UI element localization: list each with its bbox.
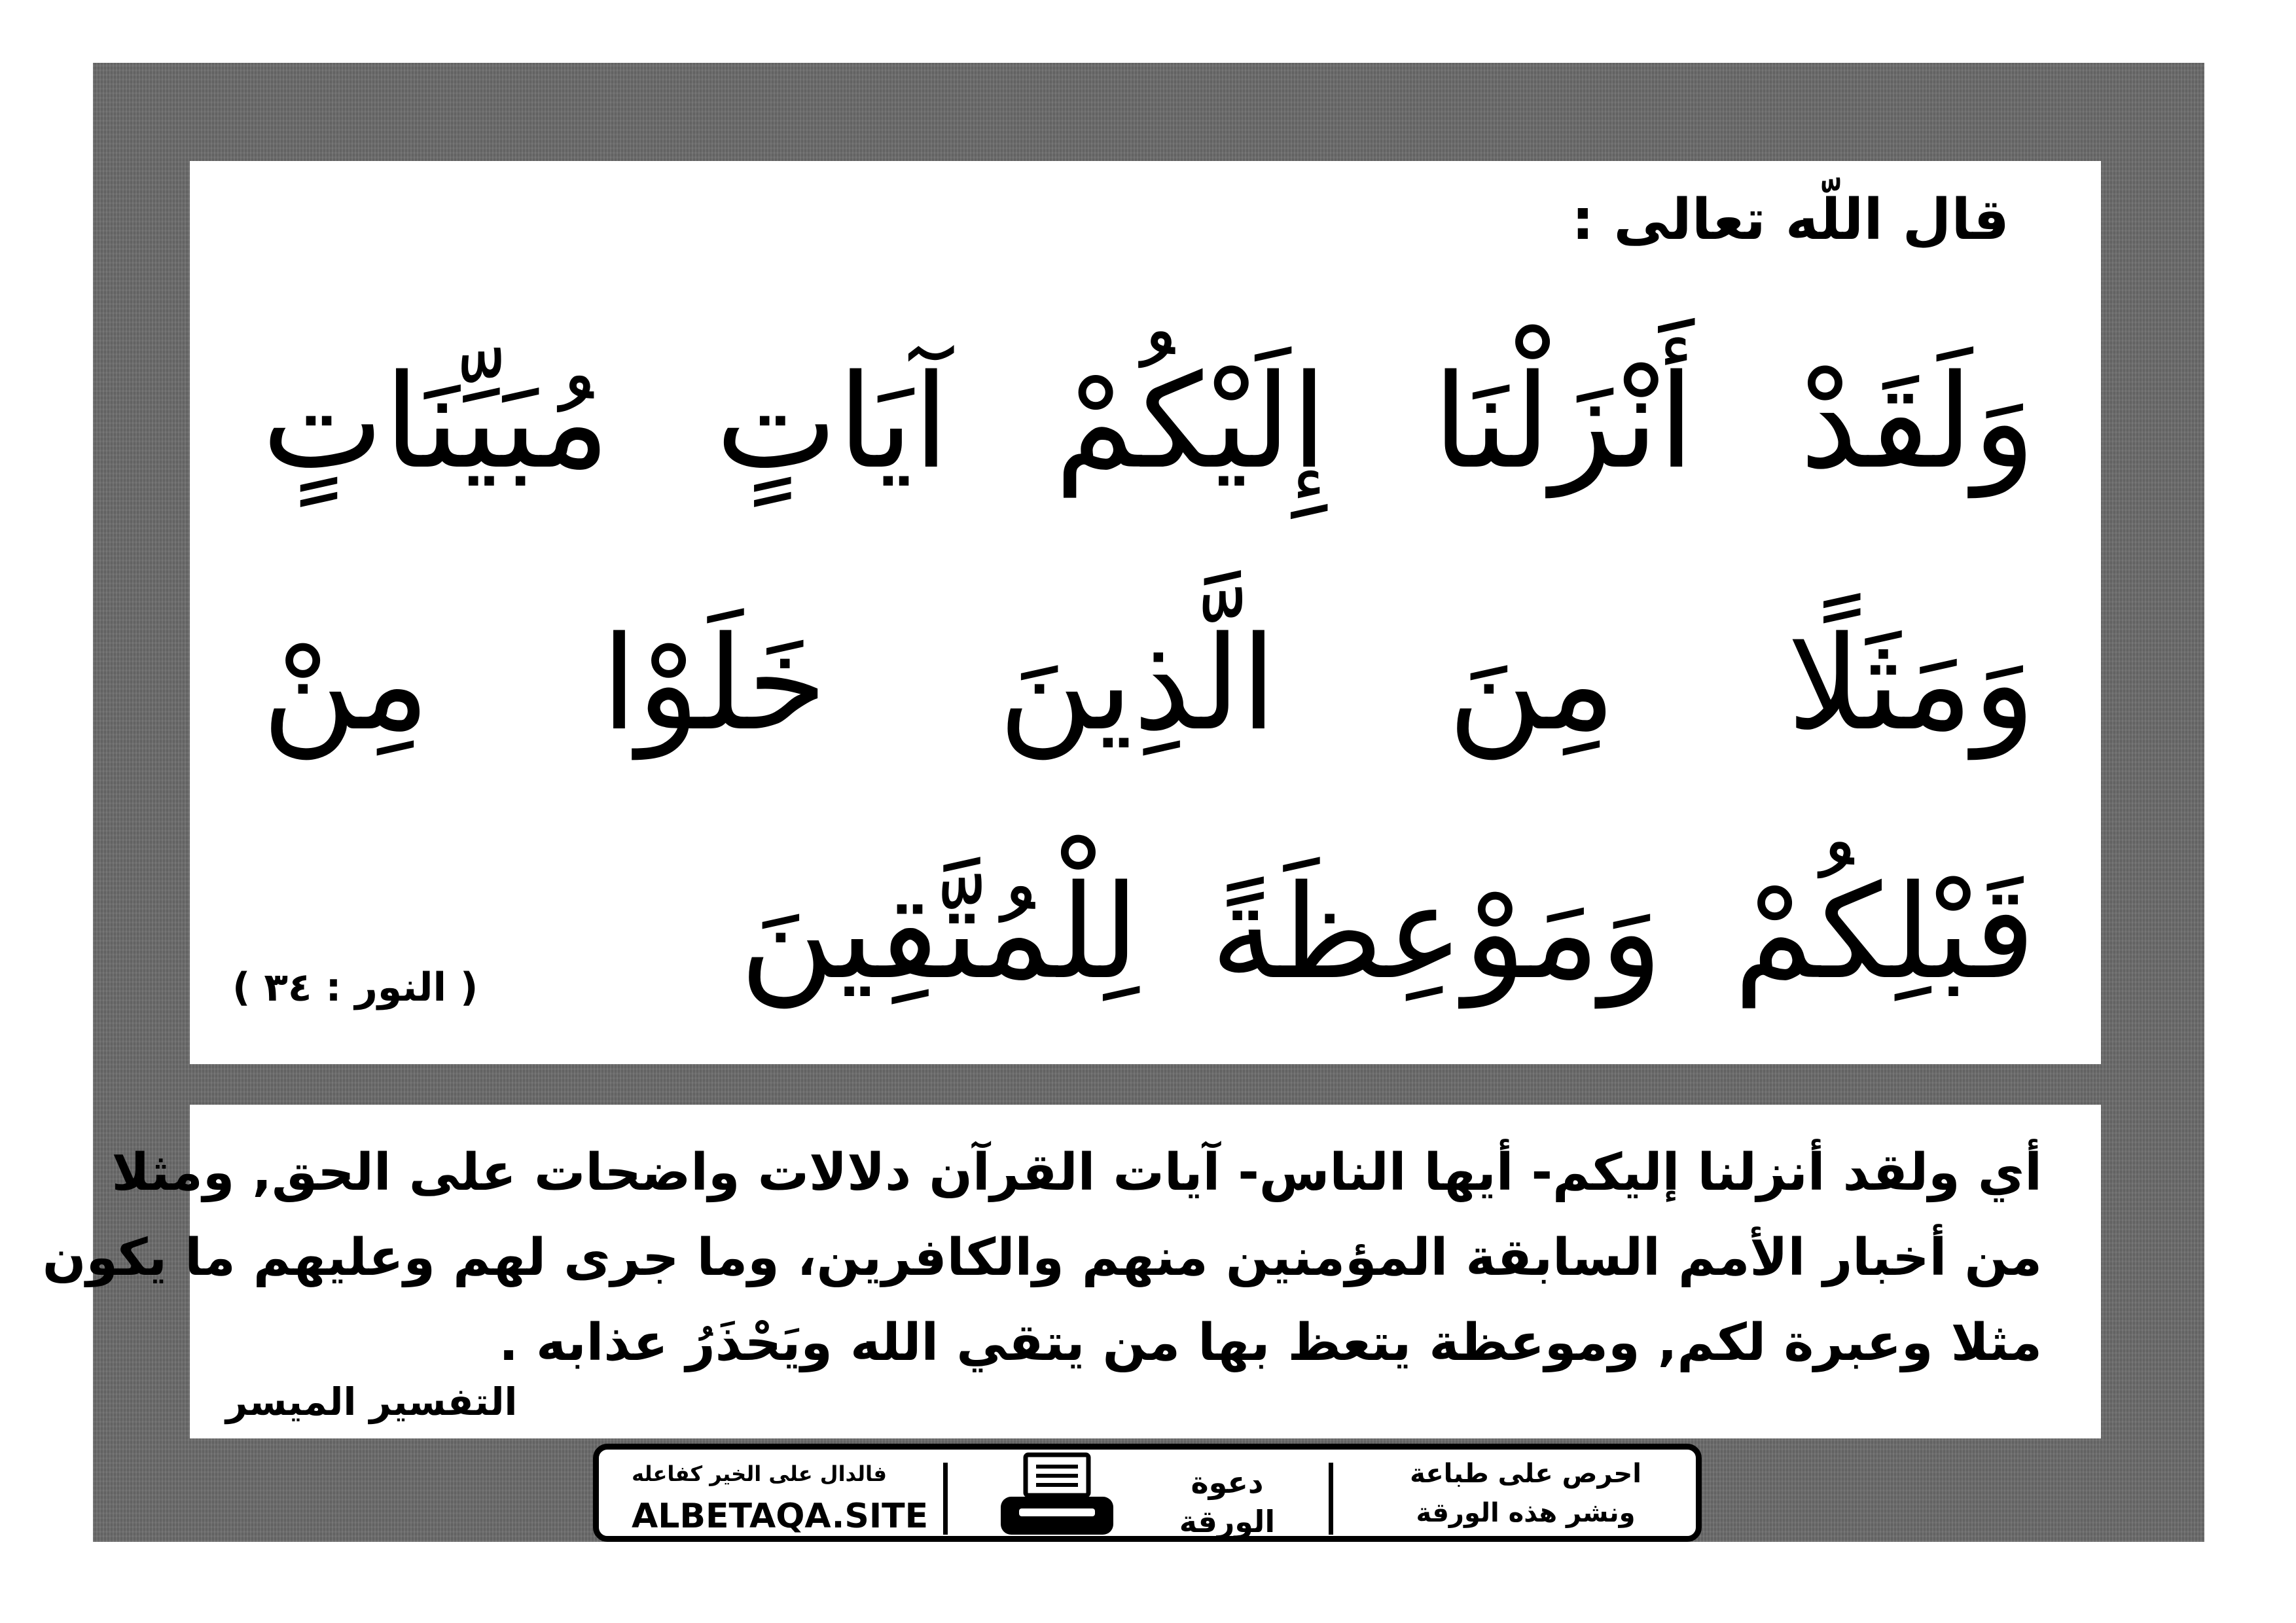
verse-line: وَلَقَدْ أَنْزَلْنَا إِلَيْكُمْ آيَاتٍ مُبَيِّنَاتٍ <box>262 346 2036 497</box>
footer-print-line: احرص على طباعة <box>1410 1459 1641 1489</box>
tafsir-panel <box>42 1105 2101 1438</box>
intro-heading: قال اللّه تعالى : <box>1571 187 2009 253</box>
logo-mark <box>1178 1456 1276 1541</box>
printer-icon <box>992 1451 1122 1543</box>
tafsir-line: مثلا وعبرة لكم, وموعظة يتعظ بها من يتقي الله ويَحْذَرُ عذابه . <box>499 1313 2042 1372</box>
tafsir-line: من أخبار الأمم السابقة المؤمنين منهم والكافرين، وما جرى لهم وعليهم ما يكون <box>42 1228 2042 1287</box>
footer-tagline: فالدال على الخير كفاعله <box>632 1461 887 1486</box>
tafsir-source: التفسير الميسر <box>226 1380 518 1424</box>
footer-print-line: ونشر هذه الورقة <box>1416 1498 1636 1528</box>
footer-site-link[interactable]: ALBETAQA.SITE <box>632 1497 929 1536</box>
tafsir-line: أي ولقد أنزلنا إليكم- أيها الناس- آيات القرآن دلالات واضحات على الحق, ومثلا <box>111 1143 2042 1202</box>
footer-bar <box>593 1444 1702 1542</box>
verse-line: قَبْلِكُمْ وَمَوْعِظَةً لِلْمُتَّقِينَ <box>740 857 2036 1008</box>
footer-divider <box>943 1463 948 1535</box>
verse-line: وَمَثَلًا مِنَ الَّذِينَ خَلَوْا مِنْ <box>262 608 2036 759</box>
verse-reference: ( النور : ٣٤ ) <box>232 965 478 1010</box>
verse-panel <box>190 161 2101 1064</box>
logo-text-bottom: الورقة <box>1179 1504 1276 1539</box>
logo-text-top: دعوة <box>1191 1465 1264 1500</box>
footer-divider <box>1329 1463 1333 1535</box>
